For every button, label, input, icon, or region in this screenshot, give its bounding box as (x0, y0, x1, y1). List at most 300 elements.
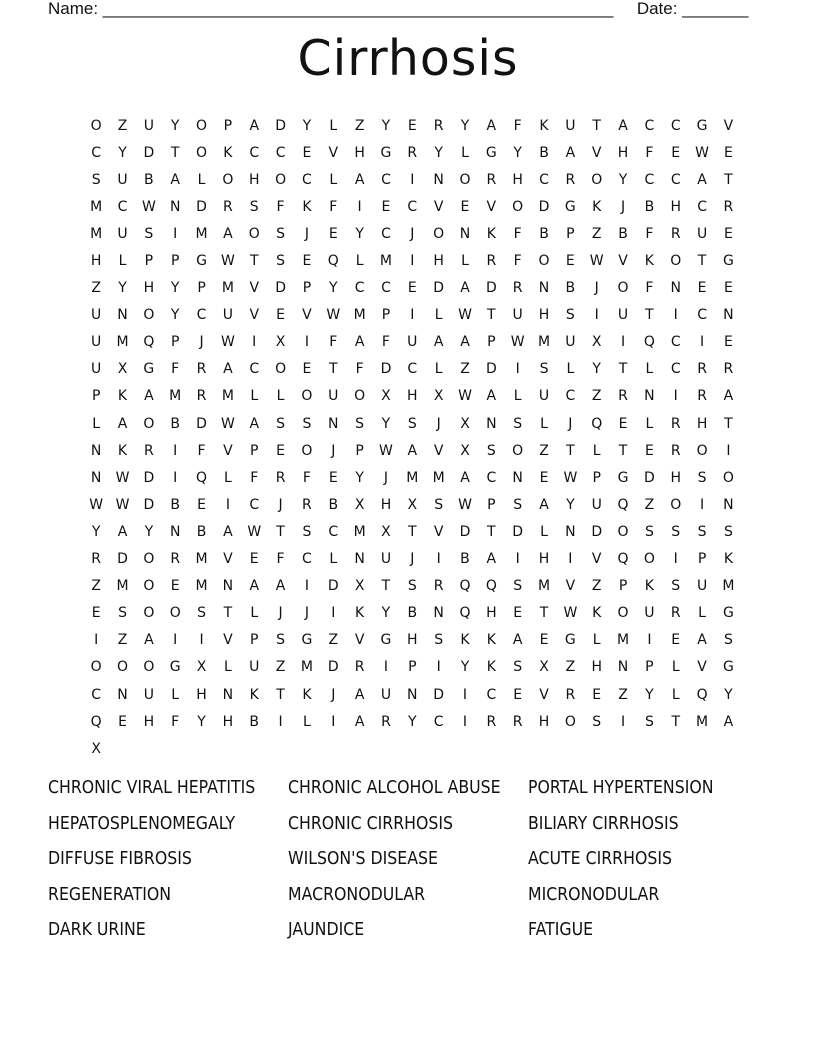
grid-letter: V (565, 578, 576, 595)
grid-letter: A (354, 171, 365, 188)
grid-letter: Z (565, 659, 576, 676)
grid-letter: J (620, 198, 626, 215)
word-list-item: JAUNDICE (288, 920, 365, 941)
grid-letter: H (354, 144, 365, 161)
grid-letter: O (117, 659, 129, 676)
grid-letter: T (592, 117, 601, 134)
grid-letter: C (539, 171, 549, 188)
grid-letter: L (434, 361, 443, 378)
grid-letter: S (513, 415, 523, 432)
grid-letter: K (355, 605, 365, 622)
grid-letter: S (434, 496, 444, 513)
grid-letter: U (565, 117, 576, 134)
grid-letter: T (724, 171, 733, 188)
grid-letter: Z (354, 117, 365, 134)
grid-letter: Y (724, 686, 733, 703)
grid-letter: E (723, 144, 733, 161)
grid-letter: M (353, 523, 366, 540)
grid-letter: T (328, 361, 338, 378)
grid-letter: S (302, 523, 312, 540)
grid-letter: P (487, 334, 496, 351)
name-field[interactable]: Name: ______________________________________________________ (48, 0, 614, 18)
grid-letter: A (697, 632, 707, 649)
grid-letter: E (302, 144, 312, 161)
grid-letter: A (354, 686, 365, 703)
grid-letter: C (302, 171, 312, 188)
word-list-item: PORTAL HYPERTENSION (528, 778, 714, 798)
grid-letter: X (433, 388, 444, 405)
grid-letter: O (222, 171, 234, 188)
word-list-item: MICRONODULAR (528, 884, 660, 905)
grid-letter: T (276, 523, 285, 540)
grid-letter: I (700, 496, 705, 513)
grid-letter: P (250, 442, 259, 459)
grid-letter: N (723, 307, 734, 324)
grid-letter: C (91, 144, 102, 161)
grid-letter: P (408, 659, 417, 676)
grid-letter: C (433, 713, 444, 730)
grid-letter: B (407, 605, 418, 622)
grid-letter: E (197, 496, 206, 513)
grid-letter: D (485, 280, 497, 297)
grid-letter: O (196, 117, 208, 134)
grid-letter: I (383, 659, 389, 676)
grid-letter: N (117, 686, 128, 703)
grid-letter: I (462, 686, 468, 703)
grid-letter: Z (591, 578, 602, 595)
grid-letter: V (486, 198, 497, 215)
word-list-item: CHRONIC VIRAL HEPATITIS (48, 778, 256, 798)
grid-letter: C (407, 198, 418, 215)
grid-letter: U (380, 686, 392, 703)
grid-letter: G (722, 659, 734, 676)
grid-letter: R (723, 198, 734, 215)
grid-letter: L (250, 605, 259, 622)
grid-letter: W (458, 307, 472, 324)
grid-letter: C (670, 361, 681, 378)
grid-letter: N (222, 686, 234, 703)
grid-letter: A (354, 713, 365, 730)
grid-letter: L (329, 117, 338, 134)
grid-letter: H (90, 253, 102, 270)
grid-letter: I (515, 551, 520, 568)
grid-letter: R (143, 442, 154, 459)
grid-letter: N (169, 198, 181, 215)
grid-letter: A (144, 632, 154, 649)
grid-letter: V (591, 144, 602, 161)
grid-letter: Z (91, 578, 101, 595)
grid-letter: V (354, 632, 365, 649)
grid-letter: U (328, 388, 339, 405)
grid-letter: O (722, 469, 734, 486)
grid-letter: L (223, 659, 232, 676)
grid-letter: S (302, 415, 312, 432)
grid-letter: N (328, 415, 339, 432)
grid-letter: T (645, 307, 654, 324)
grid-letter: D (433, 686, 445, 703)
grid-letter: U (696, 578, 708, 595)
grid-letter: B (460, 551, 470, 568)
grid-letter: H (617, 144, 629, 161)
grid-letter: C (328, 523, 339, 540)
grid-letter: N (90, 442, 102, 459)
grid-letter: H (407, 388, 418, 405)
grid-letter: D (196, 415, 207, 432)
grid-letter: M (432, 469, 445, 486)
grid-letter: U (91, 361, 102, 378)
grid-letter: G (564, 632, 576, 649)
word-list-item: ACUTE CIRRHOSIS (528, 849, 673, 870)
grid-letter: D (512, 523, 524, 540)
grid-letter: O (538, 253, 550, 270)
grid-letter: F (302, 469, 311, 486)
grid-letter: S (434, 632, 444, 649)
grid-letter: T (487, 307, 496, 324)
grid-letter: C (117, 198, 128, 215)
grid-letter: D (433, 280, 445, 297)
grid-letter: X (539, 659, 549, 676)
grid-letter: P (566, 225, 575, 242)
grid-letter: S (144, 225, 154, 242)
grid-letter: D (327, 578, 339, 595)
grid-letter: M (90, 198, 103, 215)
grid-letter: E (565, 253, 575, 270)
grid-letter: S (723, 523, 733, 540)
grid-letter: R (302, 496, 312, 513)
grid-letter: V (328, 144, 339, 161)
grid-letter: E (328, 225, 338, 242)
grid-letter: C (381, 225, 391, 242)
grid-letter: L (434, 307, 443, 324)
grid-letter: R (170, 551, 181, 568)
grid-letter: K (486, 659, 496, 676)
grid-letter: S (276, 632, 286, 649)
grid-letter: P (592, 469, 601, 486)
grid-letter: V (223, 551, 233, 568)
grid-letter: X (591, 334, 602, 351)
grid-letter: P (170, 334, 180, 351)
grid-letter: S (697, 469, 707, 486)
grid-letter: U (222, 307, 234, 324)
grid-letter: Q (90, 713, 102, 730)
grid-letter: F (276, 551, 285, 568)
grid-letter: A (539, 496, 549, 513)
grid-letter: Y (118, 280, 127, 297)
grid-letter: L (566, 361, 575, 378)
grid-letter: C (565, 388, 576, 405)
grid-letter: N (222, 578, 234, 595)
grid-letter: V (433, 198, 444, 215)
grid-letter: N (117, 307, 128, 324)
grid-letter: O (90, 659, 102, 676)
grid-letter: J (383, 469, 389, 486)
grid-letter: C (486, 686, 497, 703)
grid-letter: O (143, 605, 155, 622)
grid-letter: B (170, 415, 180, 432)
grid-letter: E (407, 280, 417, 297)
grid-letter: U (380, 551, 392, 568)
grid-letter: Y (328, 280, 338, 297)
grid-letter: F (250, 469, 259, 486)
grid-letter: N (617, 659, 629, 676)
grid-letter: Z (91, 280, 101, 297)
grid-letter: I (173, 469, 178, 486)
grid-letter: N (90, 469, 102, 486)
grid-letter: M (537, 334, 551, 351)
grid-letter: M (221, 388, 234, 405)
grid-letter: C (644, 117, 655, 134)
grid-letter: C (670, 334, 681, 351)
grid-letter: T (408, 523, 417, 540)
grid-letter: L (223, 469, 232, 486)
grid-letter: O (301, 388, 313, 405)
grid-letter: Y (144, 523, 154, 540)
grid-letter: K (223, 144, 233, 161)
grid-letter: M (722, 578, 735, 595)
grid-letter: A (144, 388, 154, 405)
grid-letter: S (671, 578, 681, 595)
grid-letter: Y (618, 171, 628, 188)
grid-letter: D (485, 361, 497, 378)
grid-letter: R (91, 551, 102, 568)
grid-letter: H (143, 280, 155, 297)
grid-letter: G (564, 198, 576, 215)
grid-letter: Q (459, 578, 471, 595)
grid-letter: P (645, 659, 654, 676)
grid-letter: Y (355, 225, 364, 242)
grid-letter: I (173, 442, 178, 459)
grid-letter: G (143, 361, 155, 378)
grid-letter: E (539, 469, 549, 486)
grid-letter: F (645, 280, 654, 297)
word-list-item: BILIARY CIRRHOSIS (528, 813, 679, 834)
grid-letter: Z (591, 225, 602, 242)
grid-letter: J (410, 225, 415, 242)
grid-letter: N (670, 280, 681, 297)
grid-letter: U (591, 496, 602, 513)
grid-letter: K (486, 225, 496, 242)
grid-letter: O (670, 496, 682, 513)
grid-letter: V (249, 280, 260, 297)
grid-letter: S (91, 171, 101, 188)
word-list (48, 778, 768, 956)
grid-letter: O (591, 171, 603, 188)
grid-letter: B (565, 280, 576, 297)
grid-letter: C (670, 171, 681, 188)
grid-letter: K (486, 632, 496, 649)
grid-letter: P (197, 280, 206, 297)
grid-letter: X (460, 415, 470, 432)
word-list-item: DARK URINE (48, 920, 146, 941)
grid-letter: Y (381, 415, 391, 432)
grid-letter: O (512, 198, 524, 215)
letter-grid (83, 112, 742, 762)
grid-letter: P (250, 632, 259, 649)
grid-letter: Y (170, 307, 180, 324)
grid-letter: D (117, 551, 128, 568)
grid-letter: S (592, 713, 602, 730)
grid-letter: I (410, 253, 415, 270)
grid-letter: E (513, 686, 523, 703)
grid-letter: M (696, 713, 709, 730)
grid-letter: U (249, 659, 260, 676)
grid-letter: I (225, 496, 230, 513)
grid-letter: X (275, 334, 286, 351)
date-field[interactable]: Date: _______ (636, 0, 749, 18)
grid-letter: A (354, 334, 365, 351)
grid-letter: K (117, 442, 128, 459)
grid-letter: X (381, 388, 391, 405)
grid-letter: R (407, 144, 418, 161)
grid-letter: C (275, 144, 286, 161)
grid-letter: Z (591, 388, 602, 405)
grid-letter: D (459, 523, 471, 540)
grid-letter: G (696, 117, 708, 134)
grid-letter: T (539, 605, 549, 622)
grid-letter: S (407, 415, 417, 432)
grid-letter: Q (459, 605, 471, 622)
grid-letter: I (357, 198, 362, 215)
grid-letter: J (594, 280, 599, 297)
grid-letter: F (276, 198, 285, 215)
grid-letter: V (723, 117, 734, 134)
grid-letter: K (249, 686, 259, 703)
grid-letter: S (513, 578, 523, 595)
grid-letter: S (486, 442, 496, 459)
grid-letter: N (459, 225, 471, 242)
grid-letter: O (643, 551, 655, 568)
grid-letter: K (539, 117, 549, 134)
grid-letter: E (644, 442, 654, 459)
grid-letter: X (354, 578, 365, 595)
grid-letter: J (331, 442, 336, 459)
grid-letter: Y (513, 144, 522, 161)
grid-letter: Q (591, 415, 603, 432)
grid-letter: H (696, 415, 708, 432)
grid-letter: Y (197, 713, 206, 730)
grid-letter: E (302, 361, 312, 378)
grid-letter: K (302, 686, 312, 703)
grid-letter: W (115, 496, 130, 513)
grid-letter: H (143, 713, 155, 730)
grid-letter: R (433, 117, 444, 134)
grid-letter: S (197, 605, 206, 622)
header-row (48, 0, 748, 19)
grid-letter: J (278, 605, 283, 622)
grid-letter: A (275, 578, 286, 595)
grid-letter: L (645, 415, 654, 432)
grid-letter: E (460, 198, 470, 215)
word-list-item: REGENERATION (48, 884, 172, 905)
grid-letter: A (486, 117, 497, 134)
grid-letter: C (407, 361, 418, 378)
grid-letter: B (196, 523, 207, 540)
grid-letter: Z (117, 632, 128, 649)
grid-letter: N (433, 171, 444, 188)
grid-letter: Z (539, 442, 549, 459)
grid-letter: H (538, 713, 550, 730)
grid-letter: Q (643, 334, 655, 351)
grid-letter: L (671, 686, 680, 703)
grid-letter: Q (617, 551, 629, 568)
grid-letter: R (196, 388, 207, 405)
grid-letter: R (618, 388, 628, 405)
grid-letter: K (644, 253, 654, 270)
grid-letter: Y (302, 117, 312, 134)
grid-letter: A (486, 551, 497, 568)
grid-letter: X (354, 496, 365, 513)
grid-letter: M (90, 225, 103, 242)
grid-letter: A (565, 144, 576, 161)
grid-letter: L (171, 686, 180, 703)
grid-letter: N (433, 605, 444, 622)
grid-letter: Y (566, 496, 575, 513)
grid-letter: U (91, 307, 102, 324)
grid-letter: E (618, 415, 628, 432)
grid-letter: Z (618, 686, 628, 703)
grid-letter: S (565, 307, 575, 324)
grid-letter: V (539, 686, 549, 703)
grid-letter: T (487, 523, 496, 540)
grid-letter: Y (91, 523, 101, 540)
grid-letter: A (117, 415, 128, 432)
grid-letter: Z (328, 632, 339, 649)
grid-letter: L (461, 253, 469, 270)
grid-letter: D (275, 117, 286, 134)
grid-letter: C (91, 686, 102, 703)
grid-letter: A (460, 334, 470, 351)
grid-letter: R (486, 171, 497, 188)
grid-letter: O (617, 523, 629, 540)
grid-letter: E (513, 605, 523, 622)
grid-letter: M (406, 469, 419, 486)
grid-letter: R (565, 686, 576, 703)
grid-letter: D (591, 523, 603, 540)
grid-letter: H (407, 632, 418, 649)
grid-letter: E (381, 198, 391, 215)
grid-letter: A (223, 361, 233, 378)
grid-letter: I (410, 307, 415, 324)
grid-letter: T (170, 144, 180, 161)
grid-letter: P (144, 253, 154, 270)
grid-letter: O (617, 280, 629, 297)
grid-letter: D (143, 496, 155, 513)
grid-letter: I (647, 632, 652, 649)
grid-letter: N (354, 551, 365, 568)
grid-letter: S (276, 415, 286, 432)
grid-letter: B (539, 225, 549, 242)
grid-letter: A (249, 578, 260, 595)
grid-letter: M (116, 334, 129, 351)
grid-letter: E (723, 280, 733, 297)
grid-letter: K (302, 198, 312, 215)
grid-letter: W (141, 198, 156, 215)
grid-letter: V (433, 442, 444, 459)
grid-letter: Q (696, 686, 708, 703)
grid-letter: N (512, 469, 523, 486)
word-list-item: HEPATOSPLENOMEGALY (48, 813, 236, 834)
grid-letter: O (90, 117, 102, 134)
grid-letter: A (460, 280, 470, 297)
grid-letter: P (697, 551, 707, 568)
grid-letter: I (700, 334, 705, 351)
grid-letter: O (143, 415, 155, 432)
grid-letter: G (722, 605, 734, 622)
grid-letter: Q (485, 578, 497, 595)
grid-letter: I (94, 632, 99, 649)
grid-letter: A (407, 442, 418, 459)
grid-letter: U (143, 686, 154, 703)
